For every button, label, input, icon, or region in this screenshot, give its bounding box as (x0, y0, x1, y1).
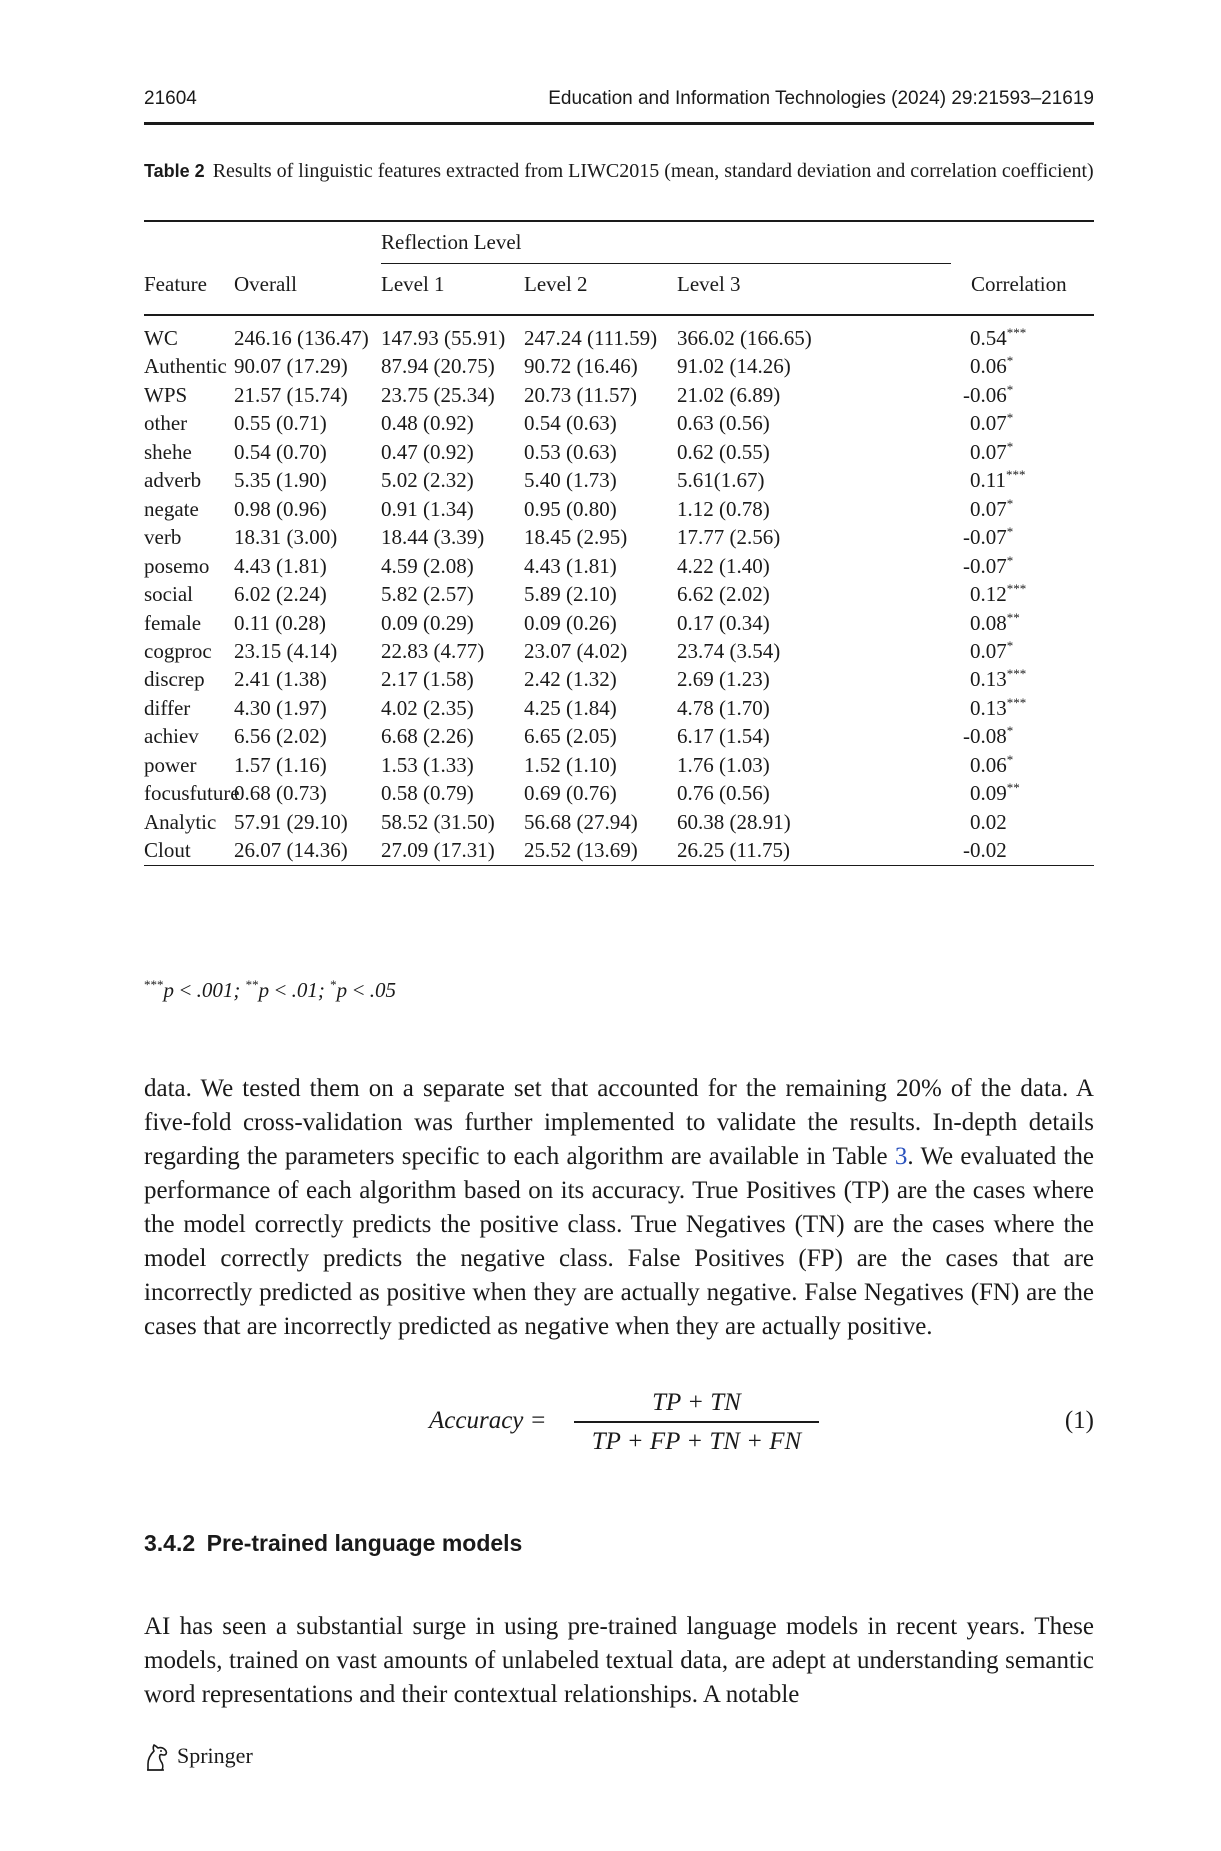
cell-level-1: 18.44 (3.39) (381, 525, 485, 550)
running-header (144, 88, 1094, 125)
cell-level-2: 2.42 (1.32) (524, 667, 617, 692)
cell-level-1: 5.02 (2.32) (381, 468, 474, 493)
journal-citation: Education and Information Technologies (2024) 29:21593–21619 (548, 88, 1094, 109)
accuracy-equation (144, 1385, 1094, 1465)
cell-correlation: -0.02 (963, 838, 1007, 863)
cell-level-2: 56.68 (27.94) (524, 809, 638, 834)
cell-feature: discrep (144, 667, 205, 692)
body-paragraph-2: AI has seen a substantial surge in using pre-trained language models in recent years. These models, trained on vast amounts of unlabeled textual data, are adept at understanding semantic word representations and their contextual relationships. A notable (144, 1613, 1094, 1708)
cell-level-3: 5.61(1.67) (677, 468, 765, 493)
significance-marker: *** (1006, 325, 1027, 340)
significance-marker: ** (1006, 780, 1020, 796)
cell-level-1: 22.83 (4.77) (381, 638, 485, 663)
cell-level-2: 0.69 (0.76) (524, 781, 617, 806)
cell-level-3: 0.17 (0.34) (677, 610, 770, 635)
col-header-level-2: Level 2 (524, 272, 588, 296)
cell-overall: 23.15 (4.14) (234, 638, 338, 663)
significance-marker: * (1006, 723, 1014, 739)
cell-level-3: 4.78 (1.70) (677, 695, 770, 720)
cell-correlation: 0.07* (970, 438, 1014, 464)
cell-overall: 0.55 (0.71) (234, 411, 327, 436)
cell-overall: 90.07 (17.29) (234, 354, 348, 379)
cell-overall: 2.41 (1.38) (234, 667, 327, 692)
cell-overall: 6.02 (2.24) (234, 582, 327, 607)
cell-overall: 4.30 (1.97) (234, 695, 327, 720)
significance-marker: *** (1006, 694, 1027, 710)
cell-feature: posemo (144, 553, 210, 578)
cell-level-2: 5.89 (2.10) (524, 582, 617, 607)
cell-overall: 246.16 (136.47) (234, 326, 369, 350)
significance-marker: * (1006, 381, 1014, 397)
cell-overall: 0.54 (0.70) (234, 439, 327, 464)
cell-level-3: 366.02 (166.65) (677, 326, 812, 350)
cell-level-1: 23.75 (25.34) (381, 382, 495, 407)
cell-overall: 0.11 (0.28) (234, 610, 326, 635)
significance-marker: * (1006, 353, 1014, 369)
significance-marker: ** (1006, 609, 1020, 625)
cell-correlation: 0.07* (970, 410, 1014, 436)
cell-feature: Clout (144, 838, 191, 863)
cell-level-1: 1.53 (1.33) (381, 752, 474, 777)
col-header-level-3: Level 3 (677, 272, 741, 296)
cell-feature: verb (144, 525, 182, 550)
cell-feature: WC (144, 326, 178, 350)
section-heading: 3.4.2 Pre-trained language models (144, 1530, 523, 1556)
cell-level-1: 5.82 (2.57) (381, 582, 474, 607)
significance-marker: *** (1006, 666, 1027, 682)
equation-denominator: TP + FP + TN + FN (591, 1428, 802, 1455)
cell-feature: shehe (144, 439, 192, 464)
cell-correlation: 0.13*** (970, 694, 1027, 720)
cell-correlation: 0.06* (970, 353, 1014, 379)
cell-level-1: 0.48 (0.92) (381, 411, 474, 436)
cell-feature: other (144, 411, 188, 436)
cell-level-2: 0.95 (0.80) (524, 496, 617, 521)
table-top-rule (144, 220, 1094, 222)
cell-level-1: 0.47 (0.92) (381, 439, 474, 464)
group-header-rule (381, 263, 951, 264)
cell-overall: 18.31 (3.00) (234, 525, 338, 550)
table-bottom-rule (144, 865, 1094, 866)
cell-correlation: 0.08** (970, 609, 1020, 635)
cell-overall: 57.91 (29.10) (234, 809, 348, 834)
col-header-level-1: Level 1 (381, 272, 445, 296)
significance-marker: * (1006, 524, 1014, 540)
cell-correlation: 0.11*** (970, 467, 1026, 493)
cell-level-1: 87.94 (20.75) (381, 354, 495, 379)
cell-feature: differ (144, 695, 191, 720)
cell-level-2: 18.45 (2.95) (524, 525, 628, 550)
cell-level-1: 0.91 (1.34) (381, 496, 474, 521)
col-header-overall: Overall (234, 272, 297, 296)
cell-overall: 1.57 (1.16) (234, 752, 327, 777)
cell-level-2: 6.65 (2.05) (524, 724, 617, 749)
equation-numerator: TP + TN (652, 1389, 741, 1416)
cell-level-3: 6.17 (1.54) (677, 724, 770, 749)
cell-feature: WPS (144, 382, 188, 407)
cell-level-3: 0.76 (0.56) (677, 781, 770, 806)
col-header-correlation: Correlation (971, 272, 1067, 296)
cell-level-1: 27.09 (17.31) (381, 838, 495, 863)
cell-level-1: 58.52 (31.50) (381, 809, 495, 834)
cell-correlation: 0.13*** (970, 666, 1027, 692)
cell-level-1: 147.93 (55.91) (381, 326, 506, 350)
significance-marker: * (1006, 751, 1014, 767)
cell-feature: focusfuture (144, 781, 240, 806)
cell-level-2: 25.52 (13.69) (524, 838, 638, 863)
cell-level-2: 90.72 (16.46) (524, 354, 638, 379)
cell-feature: cogproc (144, 638, 212, 663)
cell-level-2: 1.52 (1.10) (524, 752, 617, 777)
cell-level-1: 6.68 (2.26) (381, 724, 474, 749)
page-number: 21604 (144, 88, 197, 109)
cell-level-2: 5.40 (1.73) (524, 468, 617, 493)
cell-level-2: 0.09 (0.26) (524, 610, 617, 635)
cell-overall: 5.35 (1.90) (234, 468, 327, 493)
cell-level-3: 60.38 (28.91) (677, 809, 791, 834)
table-label: Table 2 (144, 161, 205, 181)
cell-level-3: 17.77 (2.56) (677, 525, 781, 550)
significance-marker: * (1006, 552, 1014, 568)
cell-correlation: 0.06* (970, 751, 1014, 777)
cell-correlation: 0.12*** (970, 581, 1027, 607)
cell-feature: Authentic (144, 354, 227, 379)
significance-marker: * (1006, 410, 1014, 426)
cell-correlation: 0.07* (970, 495, 1014, 521)
cell-level-2: 247.24 (111.59) (524, 326, 658, 350)
cell-level-3: 1.76 (1.03) (677, 752, 770, 777)
cell-level-1: 2.17 (1.58) (381, 667, 474, 692)
cell-correlation: 0.09** (970, 780, 1020, 806)
cell-correlation: -0.06* (963, 381, 1014, 407)
cell-level-3: 91.02 (14.26) (677, 354, 791, 379)
significance-marker: * (1006, 637, 1014, 653)
table-caption-text: Results of linguistic features extracted from LIWC2015 (mean, standard deviation and correlation coefficient) (212, 160, 1094, 182)
cell-level-3: 0.63 (0.56) (677, 411, 770, 436)
springer-horse-icon (144, 1742, 170, 1772)
cell-overall: 0.98 (0.96) (234, 496, 327, 521)
cell-level-2: 4.25 (1.84) (524, 695, 617, 720)
cell-level-2: 20.73 (11.57) (524, 382, 637, 407)
cell-overall: 0.68 (0.73) (234, 781, 327, 806)
cell-level-3: 4.22 (1.40) (677, 553, 770, 578)
equation-lhs: Accuracy = (429, 1407, 547, 1434)
equation-fraction (574, 1385, 819, 1459)
cell-level-2: 0.53 (0.63) (524, 439, 617, 464)
col-header-feature: Feature (144, 272, 207, 296)
cell-correlation: 0.07* (970, 637, 1014, 663)
cell-level-3: 21.02 (6.89) (677, 382, 781, 407)
cell-level-3: 6.62 (2.02) (677, 582, 770, 607)
cell-overall: 6.56 (2.02) (234, 724, 327, 749)
cell-feature: power (144, 752, 197, 777)
cell-overall: 21.57 (15.74) (234, 382, 348, 407)
table-footnote: ***p < .001; **p < .01; *p < .05 (144, 977, 396, 1002)
cell-overall: 26.07 (14.36) (234, 838, 348, 863)
cell-feature: social (144, 582, 193, 607)
table-header-rule (144, 314, 1094, 316)
group-header-reflection-level: Reflection Level (381, 230, 522, 254)
publisher-name: Springer (177, 1743, 253, 1768)
cell-level-1: 4.02 (2.35) (381, 695, 474, 720)
cell-feature: negate (144, 496, 199, 521)
cell-level-1: 0.58 (0.79) (381, 781, 474, 806)
cell-feature: achiev (144, 724, 199, 749)
significance-marker: * (1006, 495, 1014, 511)
equation-number: (1) (1064, 1407, 1094, 1434)
cell-correlation: -0.08* (963, 723, 1014, 749)
cell-level-3: 2.69 (1.23) (677, 667, 770, 692)
cell-correlation: -0.07* (963, 524, 1014, 550)
cell-feature: adverb (144, 468, 202, 493)
cell-overall: 4.43 (1.81) (234, 553, 327, 578)
cell-feature: Analytic (144, 809, 217, 834)
cell-level-2: 23.07 (4.02) (524, 638, 628, 663)
cell-level-3: 1.12 (0.78) (677, 496, 770, 521)
cell-correlation: 0.54*** (970, 325, 1027, 350)
cell-feature: female (144, 610, 202, 635)
cell-level-3: 26.25 (11.75) (677, 838, 790, 863)
table-3-link[interactable]: 3 (894, 1143, 908, 1170)
cell-level-2: 4.43 (1.81) (524, 553, 617, 578)
cell-level-1: 0.09 (0.29) (381, 610, 474, 635)
significance-marker: * (1006, 438, 1014, 454)
cell-correlation: -0.07* (963, 552, 1014, 578)
cell-level-3: 23.74 (3.54) (677, 638, 781, 663)
significance-marker: *** (1006, 581, 1027, 597)
significance-marker: *** (1005, 467, 1026, 483)
cell-level-1: 4.59 (2.08) (381, 553, 474, 578)
cell-level-3: 0.62 (0.55) (677, 439, 770, 464)
table-caption (144, 158, 1094, 185)
cell-correlation: 0.02 (970, 809, 1007, 834)
body-paragraph-1: data. We tested them on a separate set that accounted for the remaining 20% of the data. A five-fold cross-validation was further implemented to validate the results. In-depth details regarding the parameters specific to each algorithm are available in Table 3. We evaluated the performance of each algorithm based on its accuracy. True Positives (TP) are the cases where the model correctly predicts the positive class. True Negatives (TN) are the cases where the model correctly predicts the negative class. False Positives (FP) are the cases that are incorrectly predicted as positive when they are actually negative. False Negatives (FN) are the cases that are incorrectly predicted as negative when they are actually positive. (144, 1075, 1094, 1340)
cell-level-2: 0.54 (0.63) (524, 411, 617, 436)
